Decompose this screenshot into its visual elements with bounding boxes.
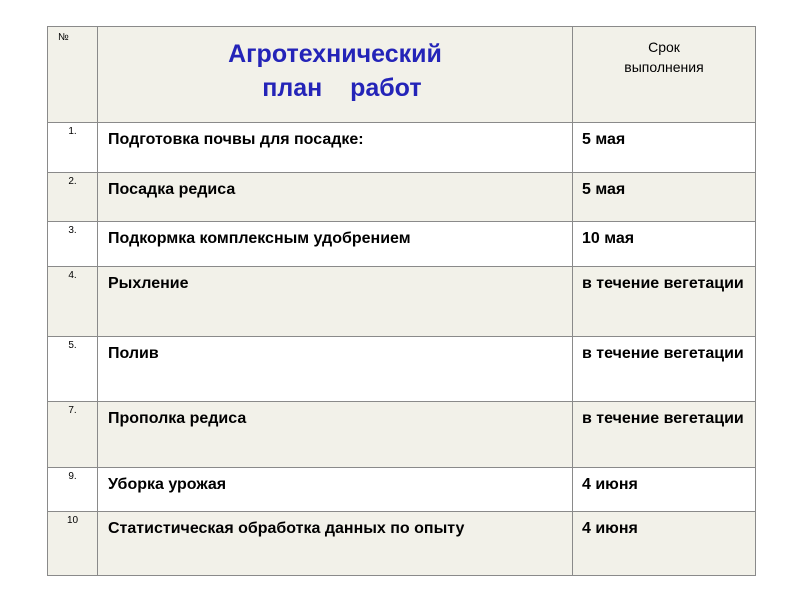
- row-deadline: 5 мая: [582, 131, 626, 148]
- deadline-header: Срок выполнения: [624, 39, 704, 75]
- row-task: Посадка редиса: [108, 181, 236, 198]
- header-num: №: [58, 32, 69, 43]
- header-num-cell: [48, 27, 98, 123]
- table-title: Агротехнический план работ: [228, 40, 442, 102]
- row-task: Подготовка почвы для посадке:: [108, 131, 364, 148]
- row-deadline: 4 июня: [582, 520, 638, 537]
- row-deadline: в течение вегетации: [582, 275, 744, 292]
- row-task: Статистическая обработка данных по опыту: [108, 520, 465, 537]
- header-row: [48, 27, 756, 123]
- row-number: 4.: [68, 270, 77, 281]
- row-deadline: 10 мая: [582, 230, 635, 247]
- header-deadline-cell: [573, 27, 756, 123]
- row-number: 10: [66, 515, 79, 526]
- row-task: Прополка редиса: [108, 410, 247, 427]
- table-row: [48, 123, 756, 173]
- row-task: Полив: [108, 345, 159, 362]
- row-number: 2.: [68, 176, 77, 187]
- agro-plan-table: [47, 26, 756, 576]
- table-row: [48, 173, 756, 222]
- row-task: Уборка урожая: [108, 476, 227, 493]
- row-task: Рыхление: [108, 275, 189, 292]
- row-number: 1.: [68, 126, 77, 137]
- row-deadline: 5 мая: [582, 181, 626, 198]
- row-number: 3.: [68, 225, 77, 236]
- row-number: 7.: [68, 405, 77, 416]
- table-row: [48, 468, 756, 512]
- row-number: 9.: [68, 471, 77, 482]
- header-title-cell: [98, 27, 573, 123]
- row-number: 5.: [68, 340, 77, 351]
- table-row: [48, 337, 756, 402]
- row-deadline: в течение вегетации: [582, 410, 744, 427]
- table-row: [48, 512, 756, 576]
- table-row: [48, 222, 756, 267]
- table-row: [48, 267, 756, 337]
- row-deadline: 4 июня: [582, 476, 638, 493]
- table-row: [48, 402, 756, 468]
- row-task: Подкормка комплексным удобрением: [108, 230, 411, 247]
- row-deadline: в течение вегетации: [582, 345, 744, 362]
